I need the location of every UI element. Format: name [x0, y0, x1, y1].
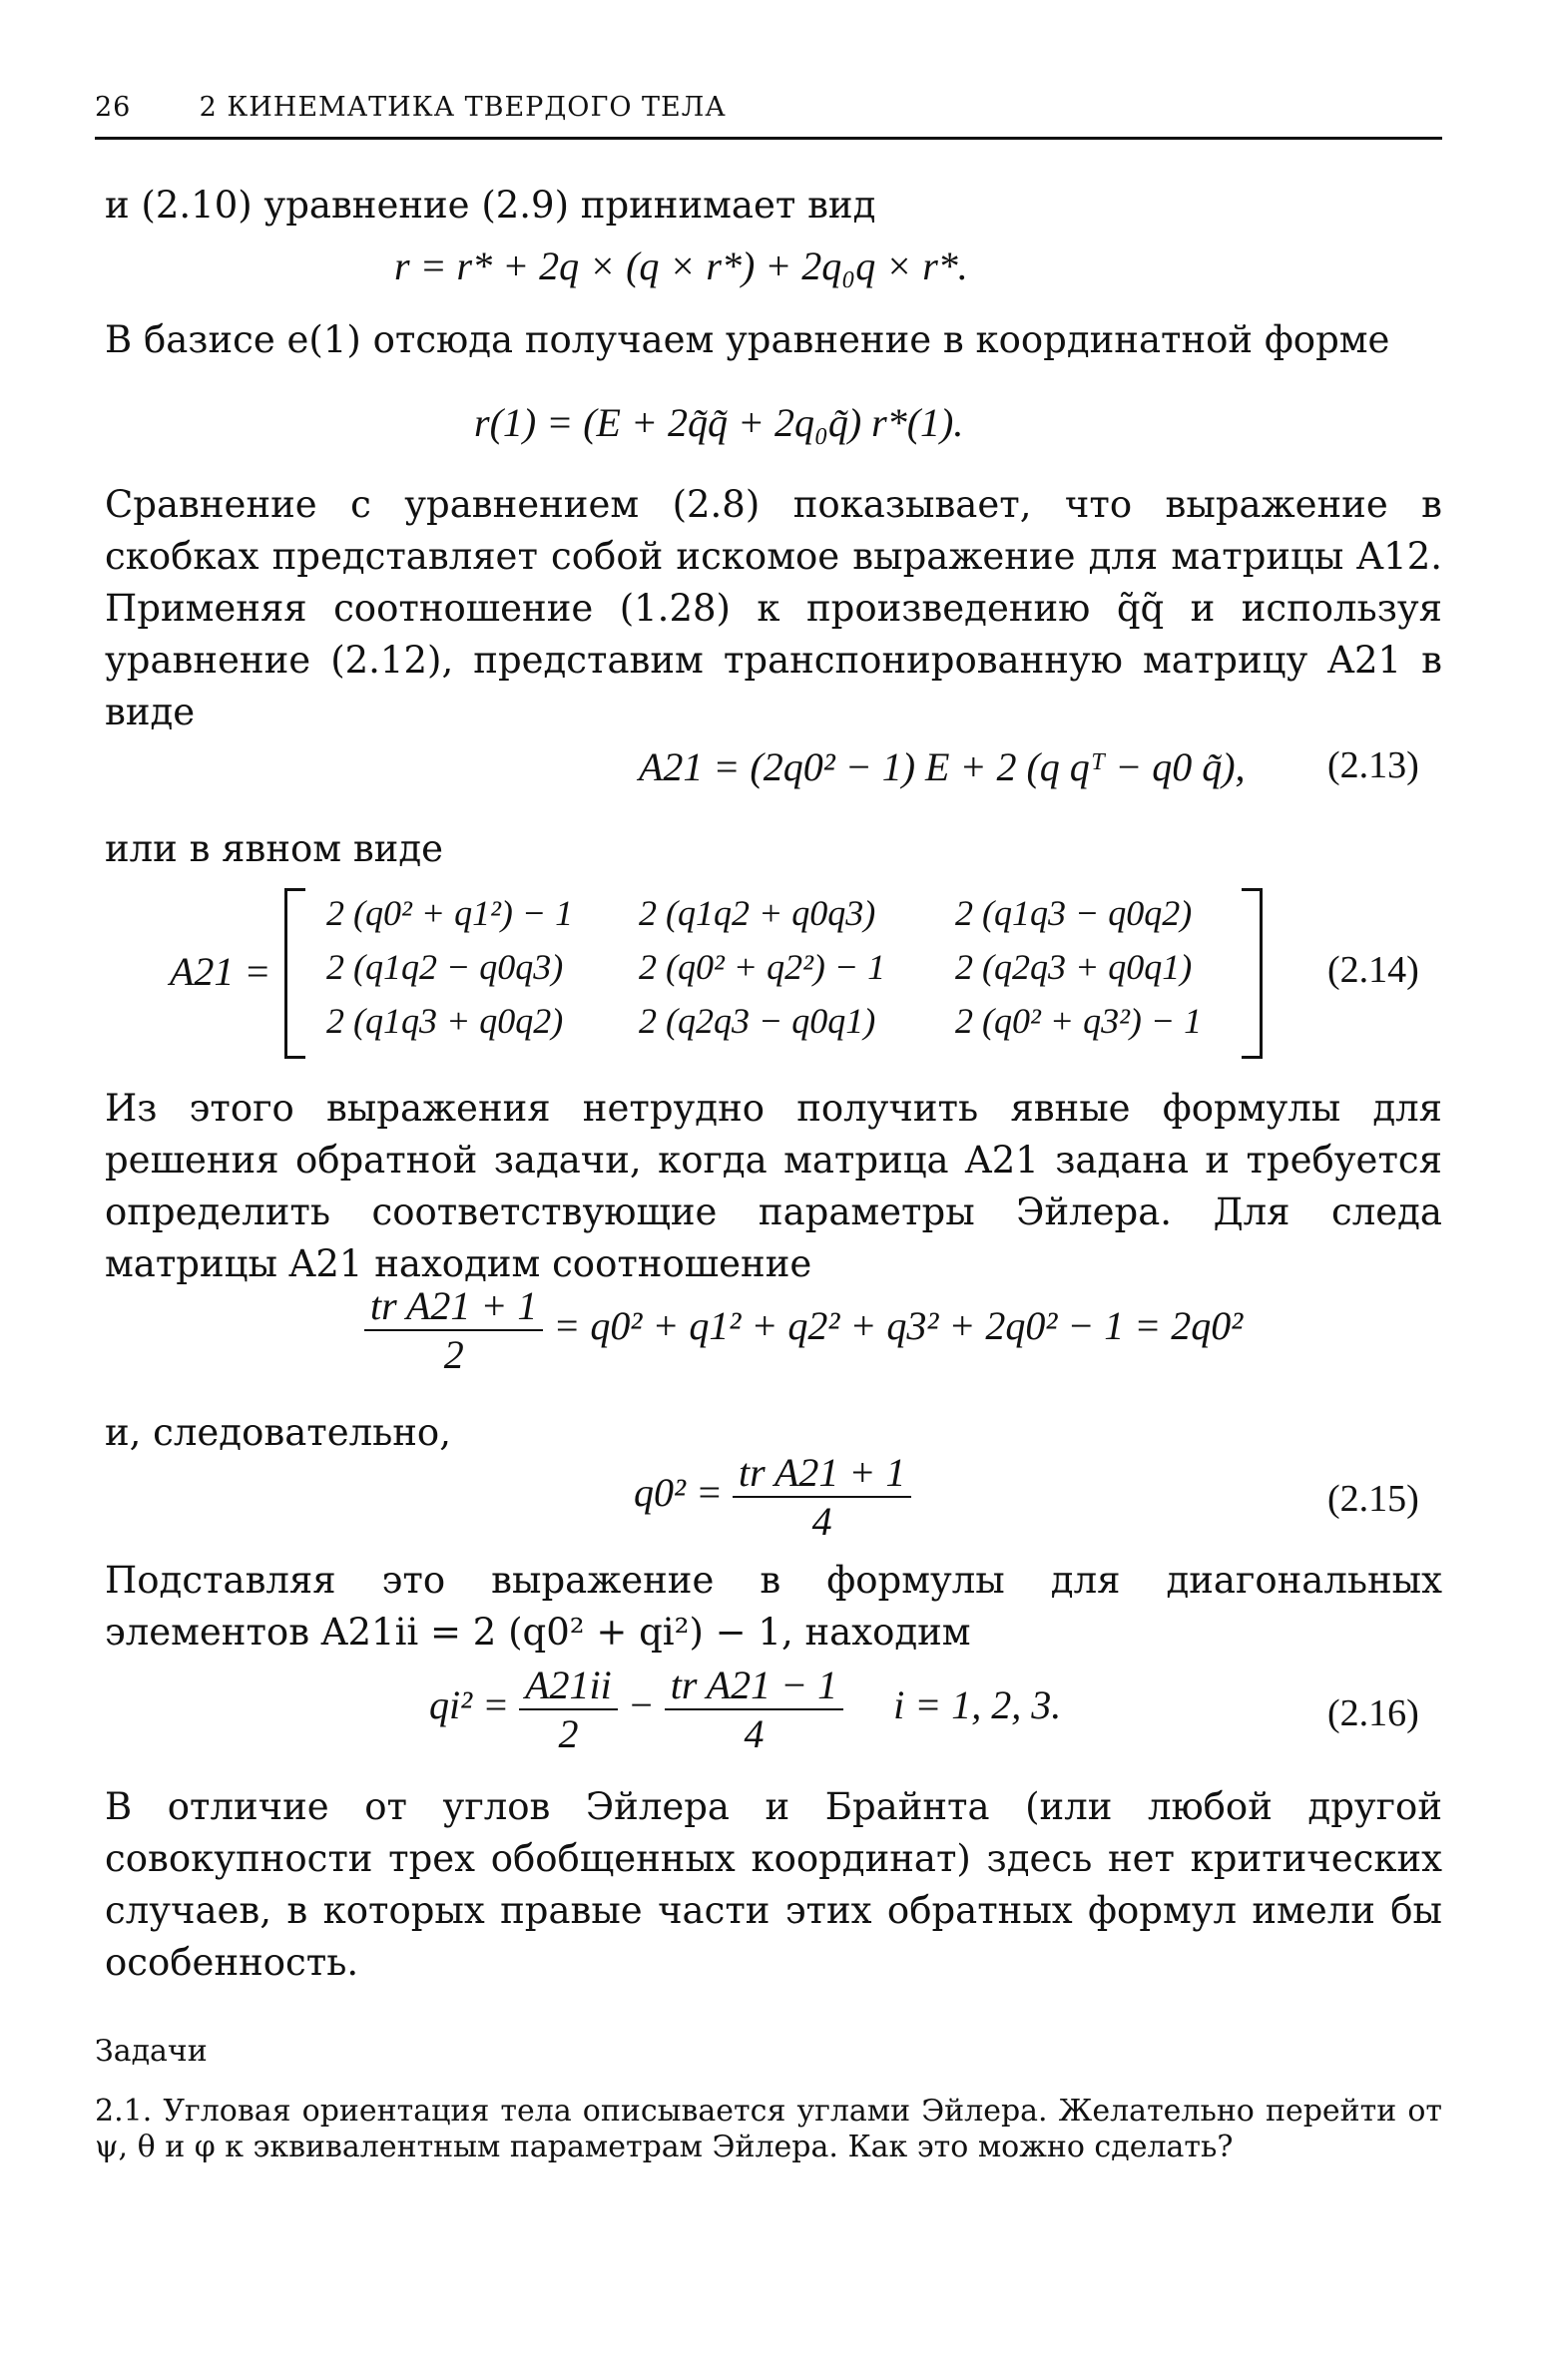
equation-number-2-13: (2.13): [1327, 744, 1419, 786]
paragraph-1: и (2.10) уравнение (2.9) принимает вид: [105, 184, 876, 227]
matrix-cell: 2 (q1q2 − q0q3): [326, 947, 564, 987]
paragraph-6: и, следовательно,: [105, 1411, 451, 1454]
paragraph-7: Подставляя это выражение в формулы для диагональных элементов A21ii = 2 (q0² + qi²) − 1, находим: [105, 1559, 1442, 1654]
equation-2-16: qi² = $\frac{A21ii}{2}$ − $\frac{\text{tr A21 − 1}}{4}$ i = 1, 2, 3.: [429, 1663, 1062, 1756]
eq-2-15-denominator: 4: [811, 1499, 832, 1544]
matrix-cell: 2 (q0² + q2²) − 1: [639, 947, 886, 987]
eq-2-15-numerator: tr A21 + 1: [733, 1449, 911, 1498]
eq-2-16-fraction-1: [519, 1662, 618, 1757]
matrix-cell: 2 (q0² + q1²) − 1: [326, 893, 574, 933]
matrix-cell: 2 (q1q3 + q0q2): [326, 1001, 564, 1041]
matrix-lhs: A21 =: [170, 949, 271, 994]
equation-2-13: A21 = (2q0² − 1) E + 2 (q qᵀ − q0 q̃),: [639, 744, 1246, 789]
eq-2-16-denominator-1: 2: [558, 1711, 579, 1756]
paragraph-3: Сравнение с уравнением (2.8) показывает, что выражение в скобках представляет собой искомое выражение для матрицы A12. Применяя соотношение (1.28) к произведению q̃q̃ и используя уравнение (2.12), представим транспонированную матрицу A21 в виде: [105, 483, 1442, 733]
matrix-left-bracket: [284, 888, 305, 1059]
eq-2-16-lhs: qi² =: [429, 1682, 510, 1728]
eq-2-15-fraction: [733, 1449, 911, 1545]
paragraph-2: В базисе e(1) отсюда получаем уравнение в координатной форме: [105, 318, 1390, 361]
eq-2-16-numerator-2: tr A21 − 1: [665, 1662, 843, 1710]
equation-trace: [364, 1282, 1243, 1378]
equation-r1: r(1) = (E + 2q̃q̃ + 2q₀q̃) r*(1).: [474, 400, 964, 445]
eq-2-16-fraction-2: [665, 1662, 843, 1757]
eq-2-16-denominator-2: 4: [744, 1711, 765, 1756]
problems-heading: Задачи: [95, 2034, 208, 2069]
rotation-matrix: [284, 888, 1263, 1058]
equation-2-15: [634, 1449, 911, 1545]
paragraph-5: Из этого выражения нетрудно получить явные формулы для решения обратной задачи, когда матрица A21 задана и требуется определить соответствующие параметры Эйлера. Для следа матрицы A21 находим соотношение: [105, 1087, 1442, 1285]
trace-fraction: [364, 1282, 543, 1378]
equation-number-2-16: (2.16): [1327, 1692, 1419, 1734]
equation-number-2-14: (2.14): [1327, 949, 1419, 991]
eq-2-16-numerator-1: A21ii: [519, 1662, 618, 1710]
equation-number-2-15: (2.15): [1327, 1478, 1419, 1520]
matrix-cell: 2 (q2q3 + q0q1): [955, 947, 1193, 987]
matrix-right-bracket: [1242, 888, 1263, 1059]
matrix-cell: 2 (q0² + q3²) − 1: [955, 1001, 1203, 1041]
equation-r: r = r* + 2q × (q × r*) + 2q₀q × r*.: [394, 243, 968, 288]
eq-2-16-condition: i = 1, 2, 3.: [893, 1682, 1062, 1728]
running-header: [95, 92, 1442, 140]
page-number: 26: [95, 92, 132, 123]
paragraph-4: или в явном виде: [105, 827, 443, 870]
paragraph-8: В отличие от углов Эйлера и Брайнта (или любой другой совокупности трех обобщенных координат) здесь нет критических случаев, в которых правые части этих обратных формул имели бы особенность.: [105, 1785, 1442, 1984]
running-title: 2 КИНЕМАТИКА ТВЕРДОГО ТЕЛА: [199, 92, 727, 123]
trace-numerator: tr A21 + 1: [364, 1282, 543, 1331]
trace-denominator: 2: [443, 1332, 464, 1377]
eq-2-15-lhs: q0² =: [634, 1470, 723, 1516]
trace-rhs: = q0² + q1² + q2² + q3² + 2q0² − 1 = 2q0²: [553, 1303, 1244, 1349]
matrix-cell: 2 (q2q3 − q0q1): [639, 1001, 876, 1041]
matrix-cell: 2 (q1q3 − q0q2): [955, 893, 1193, 933]
matrix-cell: 2 (q1q2 + q0q3): [639, 893, 876, 933]
problem-2-1: 2.1. Угловая ориентация тела описывается углами Эйлера. Желательно перейти от ψ, θ и φ к эквивалентным параметрам Эйлера. Как это можно сделать?: [95, 2094, 1442, 2164]
